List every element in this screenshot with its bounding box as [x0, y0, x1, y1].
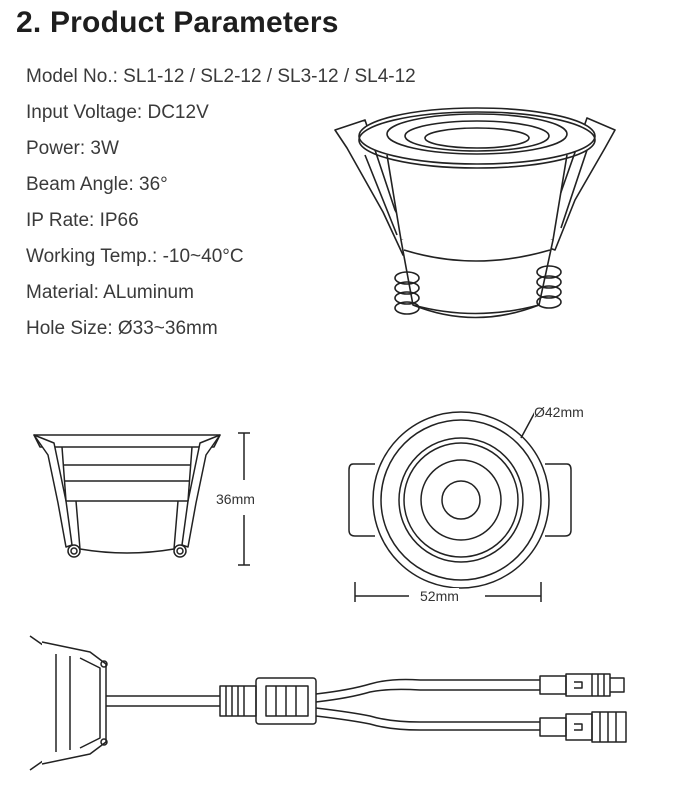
height-dimension-label: 36mm [216, 491, 255, 507]
page-title: 2. Product Parameters [16, 6, 339, 39]
spec-beam-angle: Beam Angle: 36° [26, 174, 168, 195]
spec-model-number: Model No.: SL1-12 / SL2-12 / SL3-12 / SL4-12 [26, 66, 416, 87]
spec-input-voltage: Input Voltage: DC12V [26, 102, 209, 123]
product-front-view-drawing [345, 400, 605, 610]
spec-working-temp: Working Temp.: -10~40°C [26, 246, 244, 267]
product-cable-view-drawing [20, 628, 640, 778]
spec-material: Material: ALuminum [26, 282, 194, 303]
width-dimension-label: 52mm [420, 588, 459, 604]
spec-hole-size: Hole Size: Ø33~36mm [26, 318, 218, 339]
spec-power: Power: 3W [26, 138, 119, 159]
diameter-dimension-label: Ø42mm [534, 404, 584, 420]
spec-ip-rate: IP Rate: IP66 [26, 210, 139, 231]
product-iso-view-drawing [325, 100, 625, 350]
